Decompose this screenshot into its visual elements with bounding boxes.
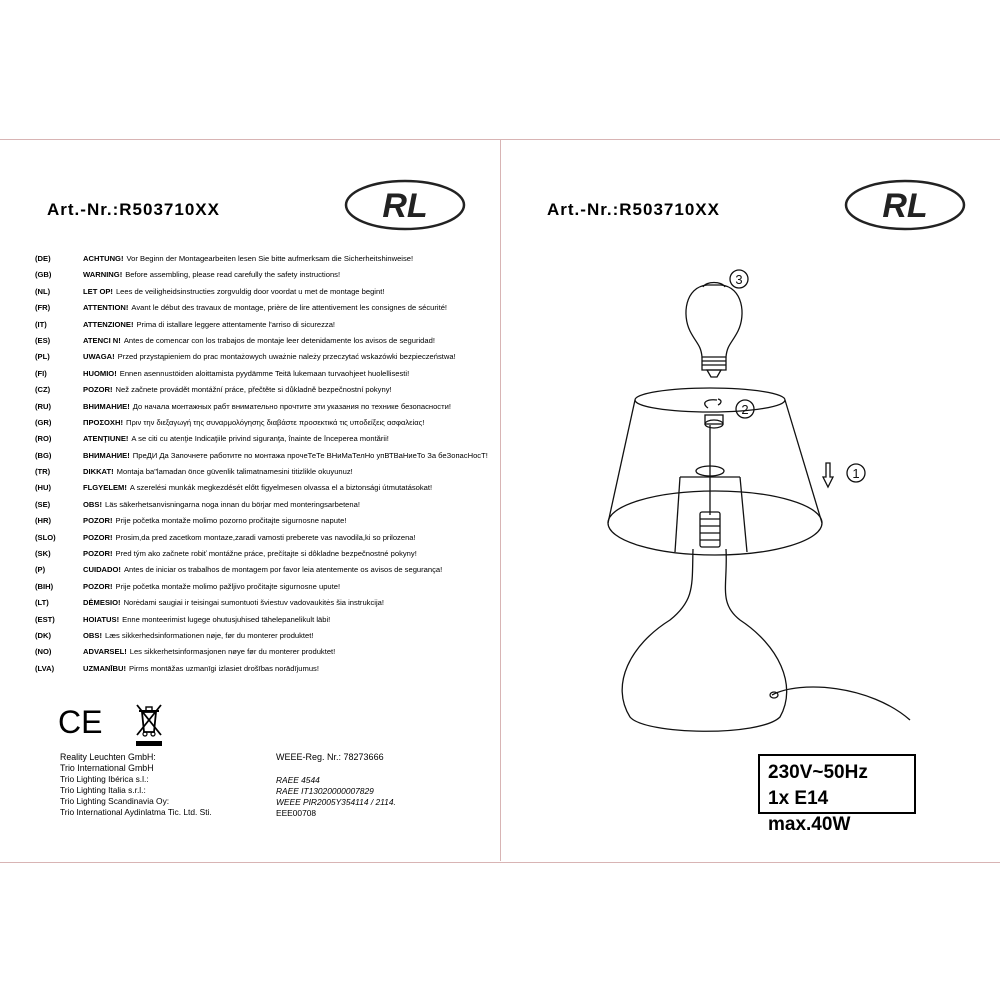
warning-heading: UWAGA! bbox=[83, 352, 115, 362]
language-code: (EST) bbox=[35, 614, 55, 624]
lamp-assembly-diagram bbox=[590, 265, 930, 745]
language-code: (TR) bbox=[35, 467, 51, 477]
warning-row bbox=[35, 533, 495, 549]
language-code: (RO) bbox=[35, 434, 52, 444]
registration-number: RAEE 4544 bbox=[276, 775, 320, 785]
language-code: (P) bbox=[35, 565, 46, 575]
warning-heading: POZOR! bbox=[83, 581, 113, 591]
language-code: (NO) bbox=[35, 647, 52, 657]
warning-row bbox=[35, 483, 495, 499]
warning-heading: HOIATUS! bbox=[83, 614, 120, 624]
warning-row bbox=[35, 516, 495, 532]
warning-text: Przed przystąpieniem do prac montażowych uważnie należy przeczytać wskazówki bezpieczeństwa! bbox=[117, 352, 456, 362]
warning-row bbox=[35, 320, 495, 336]
voltage-spec: 230V~50Hz bbox=[768, 762, 868, 783]
warning-heading: FLGYELEM! bbox=[83, 483, 127, 493]
language-code: (LT) bbox=[35, 598, 49, 608]
ce-mark-icon bbox=[58, 704, 102, 740]
warning-text: Montaja ba"lamadan önce güvenlik talimatnamesini titizlikle okuyunuz! bbox=[116, 467, 353, 477]
warning-row bbox=[35, 434, 495, 450]
svg-text:3: 3 bbox=[735, 272, 743, 287]
registration-number: WEEE PIR2005Y354114 / 2114. bbox=[276, 797, 396, 807]
svg-text:1: 1 bbox=[852, 466, 860, 481]
warning-text: Pirms montāžas uzmanīgi izlasiet drošības norādījumus! bbox=[129, 663, 319, 673]
warning-row bbox=[35, 418, 495, 434]
language-code: (DE) bbox=[35, 254, 51, 263]
warning-text: Before assembling, please read carefully the safety instructions! bbox=[125, 270, 341, 280]
warning-text: Vor Beginn der Montagearbeiten lesen Sie bitte aufmerksam die Sicherheitshinweise! bbox=[126, 254, 414, 263]
warning-text: Norėdami saugiai ir teisingai sumontuoti šviestuv vadovaukitės šia instrukcija! bbox=[123, 598, 384, 608]
warning-heading: POZOR! bbox=[83, 516, 113, 526]
warning-text: Prima di istallare leggere attentamente l'arriso di sicurezza! bbox=[136, 319, 336, 329]
language-code: (RU) bbox=[35, 401, 52, 411]
registration-number: EEE00708 bbox=[276, 808, 317, 818]
language-code: (NL) bbox=[35, 286, 51, 296]
language-code: (HU) bbox=[35, 483, 52, 493]
warning-heading: LET OP! bbox=[83, 286, 113, 296]
language-code: (PL) bbox=[35, 352, 50, 362]
socket-icon bbox=[700, 512, 720, 547]
language-code: (GB) bbox=[35, 270, 52, 280]
warning-heading: ACHTUNG! bbox=[83, 254, 124, 263]
warning-text: Les sikkerhetsinformasjonen nøye før du monterer produktet! bbox=[129, 647, 336, 657]
warning-text: Läs säkerhetsanvisningarna noga innan du börjar med monteringsarbetena! bbox=[104, 499, 360, 509]
warning-row bbox=[35, 631, 495, 647]
warning-text: Prosim,da pred zacetkom montaze,zaradi vamosti preberete vas navodila,ki so prilozena! bbox=[115, 532, 416, 542]
warning-row bbox=[35, 582, 495, 598]
language-code: (FR) bbox=[35, 303, 51, 313]
weee-bin-icon bbox=[136, 705, 162, 746]
weee-number: 78273666 bbox=[343, 752, 384, 762]
warning-heading: WARNING! bbox=[83, 270, 123, 280]
warning-text: Antes de iniciar os trabalhos de montagem por favor leia atentemente os avisos de segurança! bbox=[123, 565, 443, 575]
language-code: (SK) bbox=[35, 549, 51, 559]
warning-heading: OBS! bbox=[83, 630, 102, 640]
warning-row bbox=[35, 598, 495, 614]
warning-heading: HUOMIO! bbox=[83, 368, 117, 378]
warning-text: A se citi cu atenţie Indicaţiile privind siguranţa, înainte de începerea montării! bbox=[131, 434, 389, 444]
warning-heading: ADVARSEL! bbox=[83, 647, 127, 657]
warning-row bbox=[35, 565, 495, 581]
company-name: Reality Leuchten GmbH: bbox=[60, 752, 156, 762]
warning-heading: ATENCI N! bbox=[83, 335, 121, 345]
warning-heading: POZOR! bbox=[83, 549, 113, 559]
certification-marks bbox=[58, 702, 178, 752]
warning-text: Πριν την διεξαγωγή της συναρμολόγησης διαβάστε προσεκτικά τις υποδείξεις ασφαλείας! bbox=[126, 417, 425, 427]
warning-row bbox=[35, 254, 495, 270]
page-fold-line bbox=[500, 139, 501, 861]
company-name: Trio Lighting Italia s.r.l.: bbox=[60, 785, 146, 795]
language-code: (LVA) bbox=[35, 663, 55, 673]
language-code: (IT) bbox=[35, 319, 47, 329]
warning-heading: DĖMESIO! bbox=[83, 598, 121, 608]
warning-row bbox=[35, 402, 495, 418]
warning-row bbox=[35, 500, 495, 516]
electrical-specs-box bbox=[758, 754, 916, 835]
warning-text: Pred tým ako začnete robiť montážne práce, prečítajte si dôkladne bezpečnostné pokyny! bbox=[115, 549, 417, 559]
language-code: (SLO) bbox=[35, 532, 56, 542]
lamp-shade bbox=[608, 388, 822, 555]
weee-label: WEEE-Reg. Nr.: bbox=[276, 752, 342, 762]
language-code: (ES) bbox=[35, 335, 51, 345]
registration-number: RAEE IT13020000007829 bbox=[276, 786, 374, 796]
warning-heading: POZOR! bbox=[83, 532, 113, 542]
warning-text: Antes de comencar con los trabajos de montaje leer detenidamente los avisos de seguridad! bbox=[123, 335, 435, 345]
lamp-base bbox=[622, 549, 910, 731]
warning-row bbox=[35, 352, 495, 368]
company-name: Trio Lighting Scandinavia Oy: bbox=[60, 796, 170, 806]
warning-row bbox=[35, 549, 495, 565]
warning-text: До начала монтажных рабт внимательно прочтите эти указания по технике безопасности! bbox=[132, 401, 451, 411]
warning-heading: ΠΡΟΣΟΧΗ! bbox=[83, 417, 123, 427]
warning-heading: ATTENZIONE! bbox=[83, 319, 134, 329]
down-arrow-icon bbox=[823, 463, 833, 487]
warning-text: Ennen asennustöiden aloittamista pyydämme Teitä lukemaan turvaohjeet huolellisesti! bbox=[119, 368, 410, 378]
warning-heading: POZOR! bbox=[83, 385, 113, 395]
warning-text: A szerelési munkák megkezdését előtt figyelmesen olvassa el a biztonsági útmutatásokat! bbox=[129, 483, 433, 493]
logo-text: RL bbox=[382, 187, 428, 225]
rl-logo-right bbox=[844, 178, 966, 232]
language-code: (SE) bbox=[35, 499, 51, 509]
light-bulb-icon bbox=[686, 283, 742, 378]
language-code: (HR) bbox=[35, 516, 52, 526]
warning-heading: ВНИМАНИЕ! bbox=[83, 401, 130, 411]
weee-registration bbox=[276, 752, 384, 762]
step-3-marker bbox=[730, 270, 748, 288]
rl-logo-left bbox=[344, 178, 466, 232]
registration-list bbox=[276, 775, 396, 819]
warning-heading: ВНИМАНИЕ! bbox=[83, 450, 130, 460]
warning-row bbox=[35, 270, 495, 286]
company-list bbox=[60, 752, 212, 818]
language-code: (GR) bbox=[35, 417, 52, 427]
svg-text:CE: CE bbox=[58, 704, 103, 740]
warning-heading: DIKKAT! bbox=[83, 467, 114, 477]
step-1-marker bbox=[847, 464, 865, 482]
warning-row bbox=[35, 369, 495, 385]
warning-row bbox=[35, 303, 495, 319]
svg-text:2: 2 bbox=[741, 402, 749, 417]
language-code: (DK) bbox=[35, 630, 52, 640]
warning-row bbox=[35, 336, 495, 352]
language-code: (FI) bbox=[35, 368, 47, 378]
warning-text: Avant le début des travaux de montage, prière de lire attentivement les consignes de sécurité! bbox=[131, 303, 448, 313]
step-2-marker bbox=[736, 400, 754, 418]
warning-heading: ATTENTION! bbox=[83, 303, 129, 313]
warning-heading: UZMANĪBU! bbox=[83, 663, 127, 673]
company-name: Trio Lighting Ibérica s.l.: bbox=[60, 774, 149, 784]
warning-row bbox=[35, 385, 495, 401]
warning-heading: ATENŢIUNE! bbox=[83, 434, 129, 444]
article-number-right: Art.-Nr.:R503710XX bbox=[547, 200, 720, 219]
warning-text: ПреДИ Да Започнете работите по монтажа прочеТеТе ВНиМаТелНо упВТВаНиеТо За беЗопасНосТ! bbox=[132, 450, 488, 460]
company-name: Trio International Aydinlatma Tic. Ltd. Sti. bbox=[60, 807, 212, 817]
warning-row bbox=[35, 451, 495, 467]
warning-heading: CUIDADO! bbox=[83, 565, 121, 575]
article-number-left: Art.-Nr.:R503710XX bbox=[47, 200, 220, 219]
warning-text: Prije početka montaže molimo pozorno pročitajte sigurnosne napute! bbox=[115, 516, 347, 526]
logo-text: RL bbox=[882, 187, 928, 225]
warning-text: Enne monteerimist lugege ohutusjuhised tähelepanelikult läbi! bbox=[122, 614, 331, 624]
warning-heading: OBS! bbox=[83, 499, 102, 509]
language-code: (BIH) bbox=[35, 581, 54, 591]
warning-row bbox=[35, 615, 495, 631]
warning-text: Prije početka montaže molimo pažljivo pročitajte sigurnosne upute! bbox=[115, 581, 341, 591]
warning-row bbox=[35, 287, 495, 303]
bulb-spec: 1x E14 max.40W bbox=[768, 788, 851, 835]
warning-row bbox=[35, 467, 495, 483]
language-code: (BG) bbox=[35, 450, 52, 460]
warning-text: Læs sikkerhedsinformationen nøje, før du monterer produktet! bbox=[104, 630, 314, 640]
warning-text: Než začnete provádět montážní práce, přečtěte si důkladně bezpečnostní pokyny! bbox=[115, 385, 392, 395]
safety-warnings-list bbox=[35, 254, 495, 680]
warning-text: Lees de veiligheidsinstructies zorgvuldig door voordat u met de montage begint! bbox=[115, 286, 385, 296]
company-name: Trio International GmbH bbox=[60, 763, 154, 773]
language-code: (CZ) bbox=[35, 385, 51, 395]
warning-row bbox=[35, 647, 495, 663]
warning-row bbox=[35, 664, 495, 680]
